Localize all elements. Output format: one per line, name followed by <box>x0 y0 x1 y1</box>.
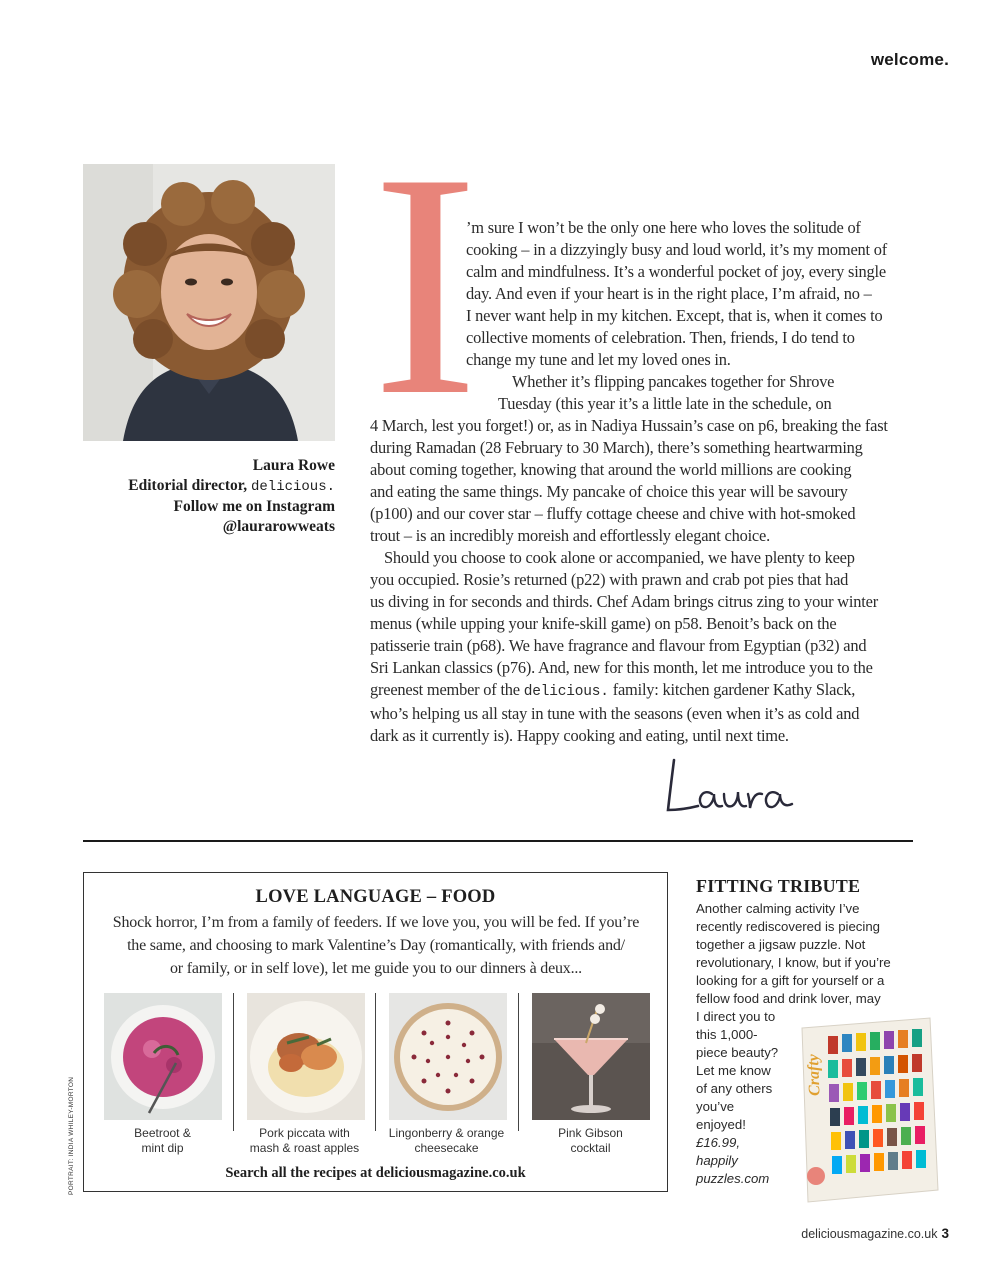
caption-line: cheesecake <box>414 1141 479 1155</box>
promo-intro-line: or family, or in self love), let me guide you to our dinners à deux... <box>170 960 582 977</box>
sidebar-line: I direct you to <box>696 1009 776 1024</box>
sidebar-line: recently rediscovered is piecing <box>696 919 880 934</box>
recipe-divider <box>518 993 519 1131</box>
author-role <box>83 476 335 498</box>
sidebar-line: fellow food and drink lover, may <box>696 991 881 1006</box>
letter-line: us diving in for seconds and thirds. Chef Adam brings citrus zing to your winter <box>370 592 878 611</box>
letter-line: during Ramadan (28 February to 30 March), there’s something heartwarming <box>370 438 863 457</box>
caption-line: Lingonberry & orange <box>388 1126 505 1140</box>
promo-footer-link[interactable]: Search all the recipes at deliciousmagazine.co.uk <box>225 1165 526 1181</box>
recipe-image-pork-piccata[interactable] <box>247 993 365 1120</box>
letter-line: and eating the same things. My pancake of choice this year will be savoury <box>370 482 848 501</box>
caption-line: Pink Gibson <box>558 1126 623 1140</box>
letter-line <box>370 679 915 703</box>
sidebar-line: of any others <box>696 1081 773 1096</box>
recipe-divider <box>233 993 234 1131</box>
caption-line: cocktail <box>570 1141 611 1155</box>
recipe-image-beetroot-dip[interactable] <box>104 993 222 1120</box>
letter-text: greenest member of the <box>370 680 520 699</box>
drop-cap: I <box>372 108 479 462</box>
letter-line: about coming together, knowing that around the world millions are cooking <box>370 460 852 479</box>
letter-text: family: kitchen gardener Kathy Slack, <box>612 680 856 699</box>
letter-line: collective moments of celebration. Then, friends, I do tend to <box>466 328 855 347</box>
promo-intro-line: Shock horror, I’m from a family of feeders. If we love you, you will be fed. If you’re <box>112 914 640 931</box>
letter-line: dark as it currently is). Happy cooking and eating, until next time. <box>370 726 789 745</box>
sidebar-line: together a jigsaw puzzle. Not <box>696 937 866 952</box>
letter-line: menus (while upping your knife-skill game) on p58. Benoit’s back on the <box>370 614 837 633</box>
sidebar-line: this 1,000- <box>696 1027 758 1042</box>
puzzle-brand-label: Crafty <box>805 1053 824 1097</box>
recipe-caption-cocktail <box>518 1126 663 1156</box>
author-role-prefix: Editorial director, <box>128 476 248 494</box>
recipe-divider <box>375 993 376 1131</box>
jigsaw-puzzle-box-image[interactable] <box>792 1014 940 1204</box>
sidebar-line: enjoyed! <box>696 1117 746 1132</box>
letter-line: (p100) and our cover star – fluffy cottage cheese and chive with hot-smoked <box>370 504 856 523</box>
section-divider <box>83 840 913 842</box>
sidebar-line: Let me know <box>696 1063 771 1078</box>
section-label: welcome. <box>870 50 949 69</box>
letter-line: patisserie train (p68). We have fragrance and flavour from Egyptian (p32) and <box>370 636 867 655</box>
letter-line: Should you choose to cook alone or accompanied, we have plenty to keep <box>384 548 855 567</box>
caption-line: mash & roast apples <box>249 1141 360 1155</box>
caption-line: Beetroot & <box>134 1126 191 1140</box>
page-footer <box>801 1226 949 1241</box>
photo-credit: PORTRAIT: INDIA WHILEY-MORTON <box>68 1076 75 1195</box>
letter-line: cooking – in a dizzyingly busy and loud world, it’s my moment of <box>466 240 888 259</box>
author-portrait <box>83 164 335 441</box>
letter-line: change my tune and let my loved ones in. <box>466 350 731 369</box>
letter-line: you occupied. Rosie’s returned (p22) with prawn and crab pot pies that had <box>370 570 849 589</box>
footer-site[interactable]: deliciousmagazine.co.uk <box>801 1227 938 1241</box>
letter-line: I never want help in my kitchen. Except, that is, when it comes to <box>466 306 883 325</box>
letter-line: Whether it’s flipping pancakes together for Shrove <box>512 372 835 391</box>
editor-letter <box>370 217 915 747</box>
sidebar-price: £16.99, <box>696 1135 740 1150</box>
letter-line: Sri Lankan classics (p76). And, new for this month, let me introduce you to the <box>370 658 873 677</box>
recipe-image-lingonberry-cheesecake[interactable] <box>389 993 507 1120</box>
recipe-caption-pork <box>232 1126 377 1156</box>
letter-line: 4 March, lest you forget!) or, as in Nadiya Hussain’s case on p6, breaking the fast <box>370 416 888 435</box>
brand-name: delicious. <box>250 478 335 495</box>
signature <box>660 752 800 822</box>
promo-title: LOVE LANGUAGE – FOOD <box>255 887 496 907</box>
caption-line: Pork piccata with <box>259 1126 350 1140</box>
author-follow: Follow me on Instagram <box>173 498 335 515</box>
sidebar-line: looking for a gift for yourself or a <box>696 973 885 988</box>
recipe-caption-cheesecake <box>374 1126 519 1156</box>
letter-line: ’m sure I won’t be the only one here who loves the solitude of <box>466 218 861 237</box>
letter-line: Tuesday (this year it’s a little late in the schedule, on <box>498 394 832 413</box>
page-number: 3 <box>941 1226 949 1241</box>
sidebar-line: revolutionary, I know, but if you’re <box>696 955 891 970</box>
letter-line: trout – is an incredibly moreish and effortlessly elegant choice. <box>370 526 770 545</box>
recipe-caption-beetroot <box>90 1126 235 1156</box>
sidebar-line: Another calming activity I’ve <box>696 901 860 916</box>
sidebar-title: FITTING TRIBUTE <box>696 876 861 896</box>
brand-name: delicious. <box>523 684 609 700</box>
author-bio <box>83 456 335 536</box>
author-name: Laura Rowe <box>252 457 335 474</box>
caption-line: mint dip <box>141 1141 184 1155</box>
letter-line: calm and mindfulness. It’s a wonderful pocket of joy, every single <box>466 262 886 281</box>
promo-intro <box>92 911 660 980</box>
sidebar-line: you’ve <box>696 1099 735 1114</box>
recipe-image-pink-gibson[interactable] <box>532 993 650 1120</box>
author-handle[interactable]: @laurarowweats <box>222 517 335 535</box>
sidebar-line: piece beauty? <box>696 1045 779 1060</box>
promo-intro-line: the same, and choosing to mark Valentine’s Day (romantically, with friends and/ <box>127 937 625 954</box>
letter-line: who’s helping us all stay in tune with the seasons (even when it’s as cold and <box>370 704 860 723</box>
sidebar-source-url[interactable]: puzzles.com <box>696 1171 770 1186</box>
valentines-promo-box <box>83 872 668 1192</box>
letter-line: day. And even if your heart is in the right place, I’m afraid, no – <box>466 284 872 303</box>
sidebar-source[interactable]: happily <box>696 1153 738 1168</box>
